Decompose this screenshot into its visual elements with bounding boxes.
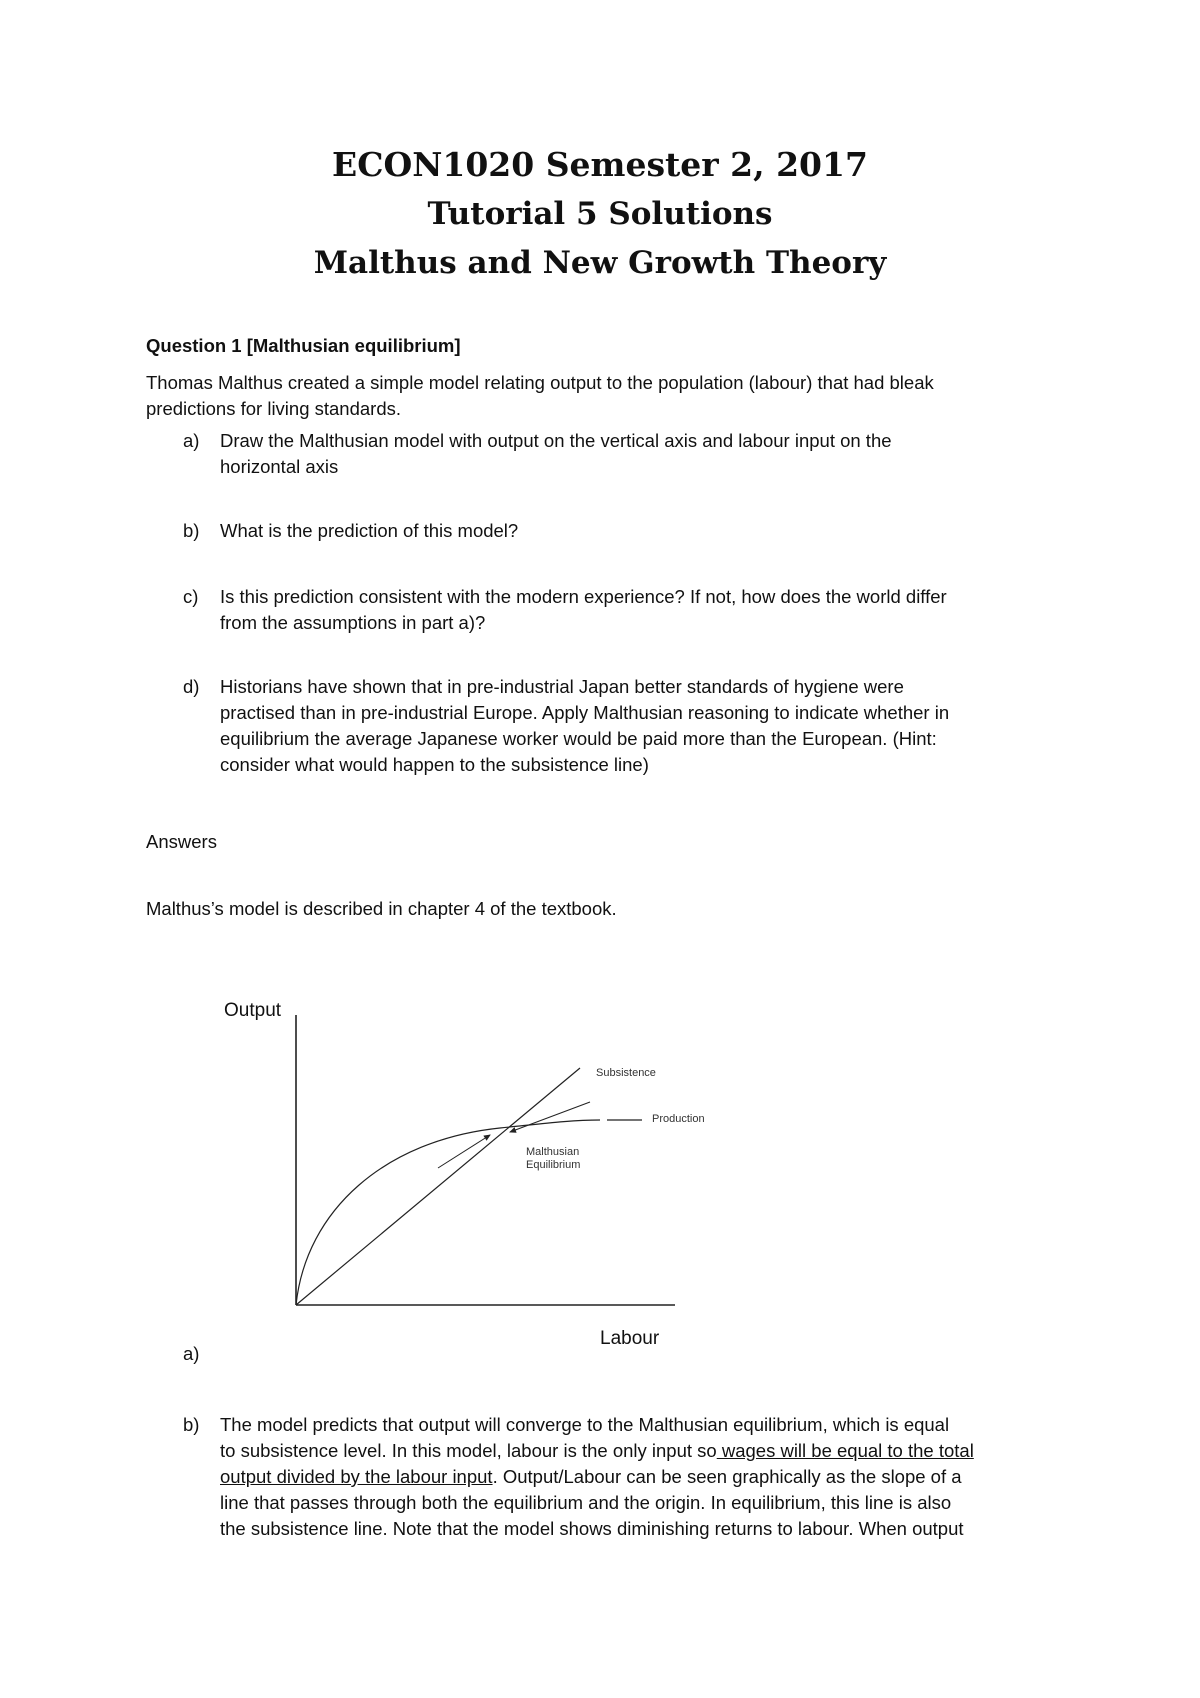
answer-a-label: a)	[183, 1343, 200, 1364]
part-text-line: Draw the Malthusian model with output on the vertical axis and labour input on the	[220, 430, 892, 451]
part-label: d)	[183, 676, 200, 697]
part-text-line: equilibrium the average Japanese worker would be paid more than the European. (Hint:	[220, 728, 937, 749]
part-text-line: Historians have shown that in pre-industrial Japan better standards of hygiene were	[220, 676, 904, 697]
answer-label: b)	[183, 1414, 200, 1435]
part-text-line: practised than in pre-industrial Europe. Apply Malthusian reasoning to indicate whether in	[220, 702, 950, 723]
part-text-line: from the assumptions in part a)?	[220, 612, 486, 633]
part-text-line: What is the prediction of this model?	[220, 520, 519, 541]
arrow-to-equilibrium-lower	[438, 1135, 490, 1168]
document-title-course: ECON1020 Semester 2, 2017	[332, 145, 868, 184]
production-label: Production	[652, 1113, 705, 1125]
part-text-line: Is this prediction consistent with the modern experience? If not, how does the world differ	[220, 586, 947, 607]
document-title-tutorial: Tutorial 5 Solutions	[427, 196, 773, 232]
part-label: b)	[183, 520, 200, 541]
part-label: a)	[183, 430, 200, 451]
question-1-heading: Question 1 [Malthusian equilibrium]	[146, 335, 461, 356]
chart-svg	[210, 1000, 730, 1360]
subsistence-line	[296, 1068, 580, 1305]
answer-text-line: line that passes through both the equilibrium and the origin. In equilibrium, this line is also	[220, 1492, 952, 1513]
subsistence-label: Subsistence	[596, 1067, 656, 1079]
part-text-line: horizontal axis	[220, 456, 339, 477]
answer-text-line: output divided by the labour input. Output/Labour can be seen graphically as the slope of a	[220, 1466, 962, 1487]
answer-text-line: The model predicts that output will converge to the Malthusian equilibrium, which is equal	[220, 1414, 950, 1435]
underlined-text: output divided by the labour input	[220, 1466, 493, 1487]
document-title-topic: Malthus and New Growth Theory	[313, 245, 887, 281]
malthusian-model-chart	[210, 1000, 730, 1360]
y-axis-label: Output	[224, 1000, 282, 1021]
part-label: c)	[183, 586, 199, 607]
answers-intro: Malthus’s model is described in chapter 4 of the textbook.	[146, 898, 617, 919]
question-1-intro-line-1: Thomas Malthus created a simple model relating output to the population (labour) that had bleak	[146, 372, 934, 393]
equilibrium-label-line-2: Equilibrium	[526, 1159, 581, 1171]
underlined-text: wages will be equal to the total	[716, 1440, 974, 1461]
x-axis-label: Labour	[600, 1328, 660, 1349]
answers-heading: Answers	[146, 831, 217, 852]
answer-text-line: the subsistence line. Note that the model shows diminishing returns to labour. When output	[220, 1518, 964, 1539]
part-text-line: consider what would happen to the subsistence line)	[220, 754, 649, 775]
equilibrium-label-line-1: Malthusian	[526, 1146, 580, 1158]
answer-text-line: to subsistence level. In this model, labour is the only input so wages will be equal to the total	[220, 1440, 974, 1461]
question-1-intro-line-2: predictions for living standards.	[146, 398, 402, 419]
